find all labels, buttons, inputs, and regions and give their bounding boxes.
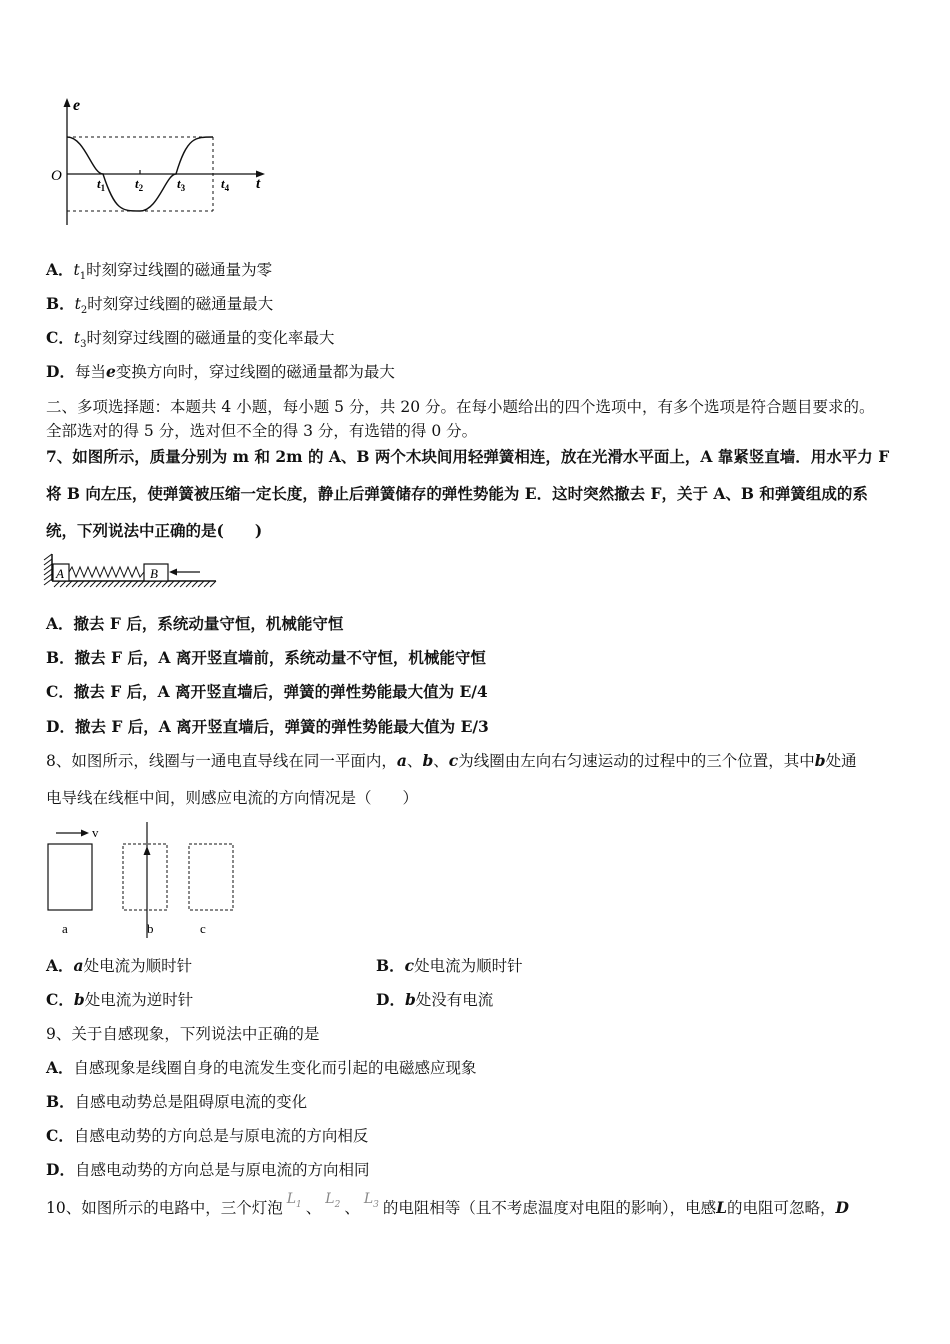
q7-stem-line3: 统，下列说法中正确的是( ): [46, 521, 263, 540]
e-axis-label: e: [73, 97, 81, 114]
current-arrowhead: [144, 846, 151, 855]
q8-stem-line1: 8、如图所示，线圈与一通电直导线在同一平面内，a、b、c为线圈由左向右匀速运动的过程中的三个位置，其中b处通: [46, 751, 857, 770]
e-axis-arrow: [64, 98, 71, 107]
q7-stem-line2: 将 B 向左压，使弹簧被压缩一定长度，静止后弹簧储存的弹性势能为 E．这时突然撤去 F，关于 A、B 和弹簧组成的系: [46, 484, 868, 503]
t3-label: $t_3$: [177, 176, 186, 193]
lamp-l3-symbol: $L_3$: [363, 1191, 379, 1210]
figure-e-t-graph: [40, 92, 280, 232]
origin-label: O: [51, 168, 62, 184]
q9-stem: 9、关于自感现象，下列说法中正确的是: [46, 1025, 320, 1043]
block-a-label: A: [56, 566, 64, 581]
q7-stem-line1: 7、如图所示，质量分别为 m 和 2m 的 A、B 两个木块间用轻弹簧相连，放在光滑水平面上，A 靠紧竖直墙．用水平力 F: [46, 447, 890, 466]
coil-a: [48, 844, 92, 910]
q7-option-a: A．撤去 F 后，系统动量守恒，机械能守恒: [46, 614, 344, 633]
t2-label: $t_2$: [135, 176, 144, 193]
floor-hatch: [54, 581, 216, 587]
q6-option-b: B．$t_2$时刻穿过线圈的磁通量最大: [46, 294, 274, 317]
q8-option-c: C．b处电流为逆时针: [46, 990, 194, 1009]
q8-option-a: A．a处电流为顺时针: [46, 956, 193, 975]
q7-option-d: D．撤去 F 后，A 离开竖直墙后，弹簧的弹性势能最大值为 E/3: [46, 717, 489, 736]
coil-c: [189, 844, 233, 910]
lamp-l2-symbol: $L_2$: [325, 1191, 341, 1210]
q9-option-c: C．自感电动势的方向总是与原电流的方向相反: [46, 1126, 369, 1145]
q8-stem-line2: 电导线在线框中间，则感应电流的方向情况是（ ）: [46, 789, 419, 807]
wall-hatch: [44, 554, 52, 585]
figure-spring-blocks: [40, 550, 225, 592]
position-label-c: c: [200, 921, 206, 936]
q10-stem: 10、如图所示的电路中，三个灯泡 $L_1$ 、 $L_2$ 、 $L_3$ 的电阻相等（且不考虑温度对电阻的影响），电感L的电阻可忽略，D: [46, 1197, 849, 1237]
section2-header-line2: 全部选对的得 5 分，选对但不全的得 3 分，有选错的得 0 分。: [46, 422, 478, 440]
velocity-label: v: [92, 825, 99, 840]
spring: [69, 567, 144, 577]
position-label-a: a: [62, 921, 68, 936]
section2-header-line1: 二、多项选择题：本题共 4 小题，每小题 5 分，共 20 分。在每小题给出的四个选项中，有多个选项是符合题目要求的。: [46, 398, 875, 416]
t-axis-label: t: [256, 176, 261, 192]
q9-option-d: D．自感电动势的方向总是与原电流的方向相同: [46, 1160, 370, 1179]
t1-label: $t_1$: [97, 176, 106, 193]
figure-coil-wire: [40, 820, 250, 942]
t4-label: $t_4$: [221, 176, 230, 193]
velocity-arrowhead: [81, 830, 89, 837]
q9-option-b: B．自感电动势总是阻碍原电流的变化: [46, 1092, 308, 1111]
force-arrowhead: [169, 569, 177, 576]
q8-option-b: B．c处电流为顺时针: [376, 956, 523, 975]
position-label-b: b: [147, 921, 154, 936]
q6-option-a: A．$t_1$时刻穿过线圈的磁通量为零: [46, 260, 273, 283]
block-b-label: B: [150, 566, 158, 581]
q9-option-a: A．自感现象是线圈自身的电流发生变化而引起的电磁感应现象: [46, 1058, 477, 1077]
q8-option-d: D．b处没有电流: [376, 990, 494, 1009]
q7-option-b: B．撤去 F 后，A 离开竖直墙前，系统动量不守恒，机械能守恒: [46, 648, 486, 667]
q6-option-d: D．每当e变换方向时，穿过线圈的磁通量都为最大: [46, 362, 395, 381]
lamp-l1-symbol: $L_1$: [286, 1191, 302, 1210]
q7-option-c: C．撤去 F 后，A 离开竖直墙后，弹簧的弹性势能最大值为 E/4: [46, 682, 488, 701]
q6-option-c: C．$t_3$时刻穿过线圈的磁通量的变化率最大: [46, 328, 335, 351]
